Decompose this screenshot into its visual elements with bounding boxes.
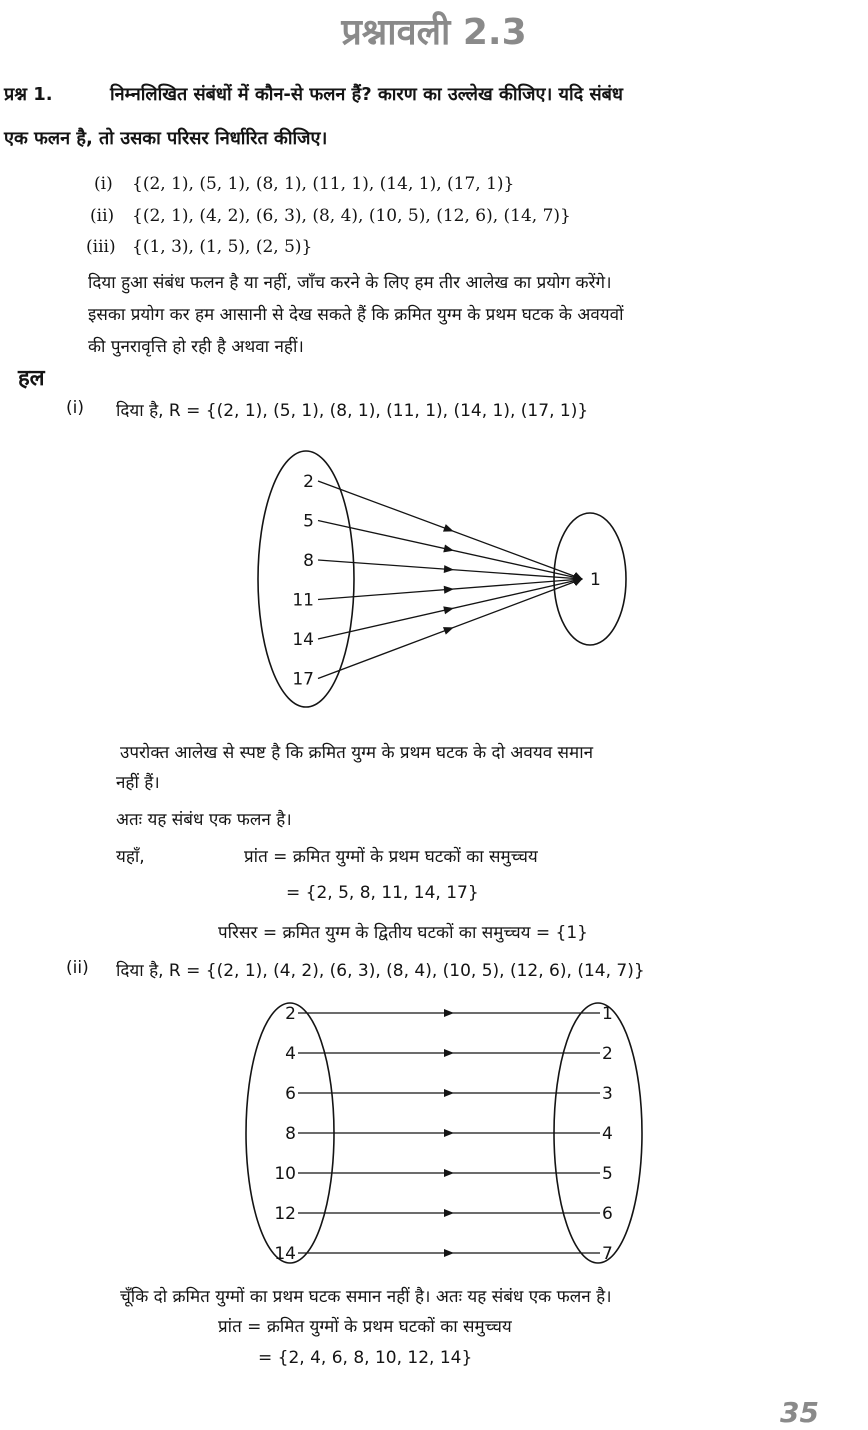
domain-element-2: 2 [303, 472, 314, 492]
relation-ii-label: (ii) [90, 206, 115, 226]
range-element-7: 7 [602, 1244, 613, 1264]
domain-element-8: 8 [285, 1124, 296, 1144]
domain-element-5: 5 [303, 511, 314, 532]
question-text-line-1: निम्नलिखित संबंधों में कौन-से फलन हैं? कारण का उल्लेख कीजिए। यदि संबंध [110, 84, 623, 105]
domain-element-14: 14 [274, 1244, 296, 1264]
arrow-mid-head-2 [444, 1009, 454, 1017]
arrow-mid-head-10 [444, 1169, 454, 1177]
arrow-mid-head-8 [444, 565, 455, 574]
range-element-2: 2 [602, 1044, 613, 1064]
part-ii-given: दिया है, R = {(2, 1), (4, 2), (6, 3), (8, 4), (10, 5), (12, 6), (14, 7)} [116, 961, 645, 981]
arrow-diagram-1 [250, 445, 650, 715]
arrow-mid-head-2 [443, 524, 455, 535]
part-ii-label: (ii) [66, 958, 89, 978]
part-i-explain-line-2: नहीं हैं। [116, 773, 160, 793]
arrow-mid-head-14 [443, 604, 455, 614]
part-i-label: (i) [66, 398, 84, 418]
relation-ii-set: {(2, 1), (4, 2), (6, 3), (8, 4), (10, 5), (12, 6), (14, 7)} [132, 206, 571, 226]
arrow-mid-head-11 [444, 585, 455, 594]
arrow-mid-head-12 [444, 1209, 454, 1217]
arrow-mid-head-6 [444, 1089, 454, 1097]
question-number: प्रश्न 1. [4, 84, 53, 105]
part-ii-domain-value: = {2, 4, 6, 8, 10, 12, 14} [258, 1348, 473, 1368]
note-line-2: इसका प्रयोग कर हम आसानी से देख सकते हैं कि क्रमित युग्म के प्रथम घटक के अवयवों [88, 305, 624, 325]
arrow-diagram-2 [230, 995, 660, 1270]
note-line-1: दिया हुआ संबंध फलन है या नहीं, जाँच करने के लिए हम तीर आलेख का प्रयोग करेंगे। [88, 273, 612, 293]
relation-i-label: (i) [94, 174, 113, 194]
arrow-mid-head-4 [444, 1049, 454, 1057]
domain-element-12: 12 [274, 1204, 296, 1224]
note-line-3: की पुनरावृत्ति हो रही है अथवा नहीं। [88, 337, 304, 357]
arrow-mid-head-14 [444, 1249, 454, 1257]
range-element-5: 5 [602, 1164, 613, 1184]
range-element-4: 4 [602, 1124, 613, 1144]
arrow-mid-head-5 [443, 545, 454, 555]
page-title: प्रश्नावली 2.3 [341, 12, 527, 53]
part-i-given: दिया है, R = {(2, 1), (5, 1), (8, 1), (11, 1), (14, 1), (17, 1)} [116, 401, 589, 421]
domain-element-8: 8 [303, 551, 314, 571]
part-i-domain-value: = {2, 5, 8, 11, 14, 17} [286, 883, 479, 903]
domain-element-14: 14 [292, 630, 314, 650]
domain-element-2: 2 [285, 1004, 296, 1024]
domain-element-4: 4 [285, 1044, 296, 1064]
page-number: 35 [780, 1396, 819, 1429]
part-i-explain-line-1: उपरोक्त आलेख से स्पष्ट है कि क्रमित युग्म के प्रथम घटक के दो अवयव समान [120, 743, 594, 763]
range-element-3: 3 [602, 1084, 613, 1104]
part-i-range-def: परिसर = क्रमित युग्म के द्वितीय घटकों का समुच्चय = {1} [218, 923, 588, 943]
part-i-domain-def: प्रांत = क्रमित युग्मों के प्रथम घटकों का समुच्चय [244, 847, 538, 867]
part-i-here: यहाँ, [116, 847, 145, 867]
question-text-line-2: एक फलन है, तो उसका परिसर निर्धारित कीजिए। [4, 128, 328, 149]
arrow-mid-head-8 [444, 1129, 454, 1137]
solution-heading: हल [18, 366, 45, 391]
arrow-mid-head-17 [443, 624, 455, 635]
range-element-1: 1 [590, 570, 601, 590]
domain-element-11: 11 [292, 590, 314, 611]
relation-iii-set: {(1, 3), (1, 5), (2, 5)} [132, 237, 313, 257]
domain-element-17: 17 [292, 669, 314, 690]
relation-iii-label: (iii) [86, 237, 116, 257]
part-ii-explain: चूँकि दो क्रमित युग्मों का प्रथम घटक समान नहीं है। अतः यह संबंध एक फलन है। [120, 1287, 612, 1307]
domain-element-10: 10 [274, 1164, 296, 1184]
part-i-conclusion: अतः यह संबंध एक फलन है। [116, 810, 292, 830]
range-element-1: 1 [602, 1004, 613, 1024]
domain-element-6: 6 [285, 1084, 296, 1104]
part-ii-domain-def: प्रांत = क्रमित युग्मों के प्रथम घटकों का समुच्चय [218, 1317, 512, 1337]
range-element-6: 6 [602, 1204, 613, 1224]
relation-i-set: {(2, 1), (5, 1), (8, 1), (11, 1), (14, 1), (17, 1)} [132, 174, 515, 194]
